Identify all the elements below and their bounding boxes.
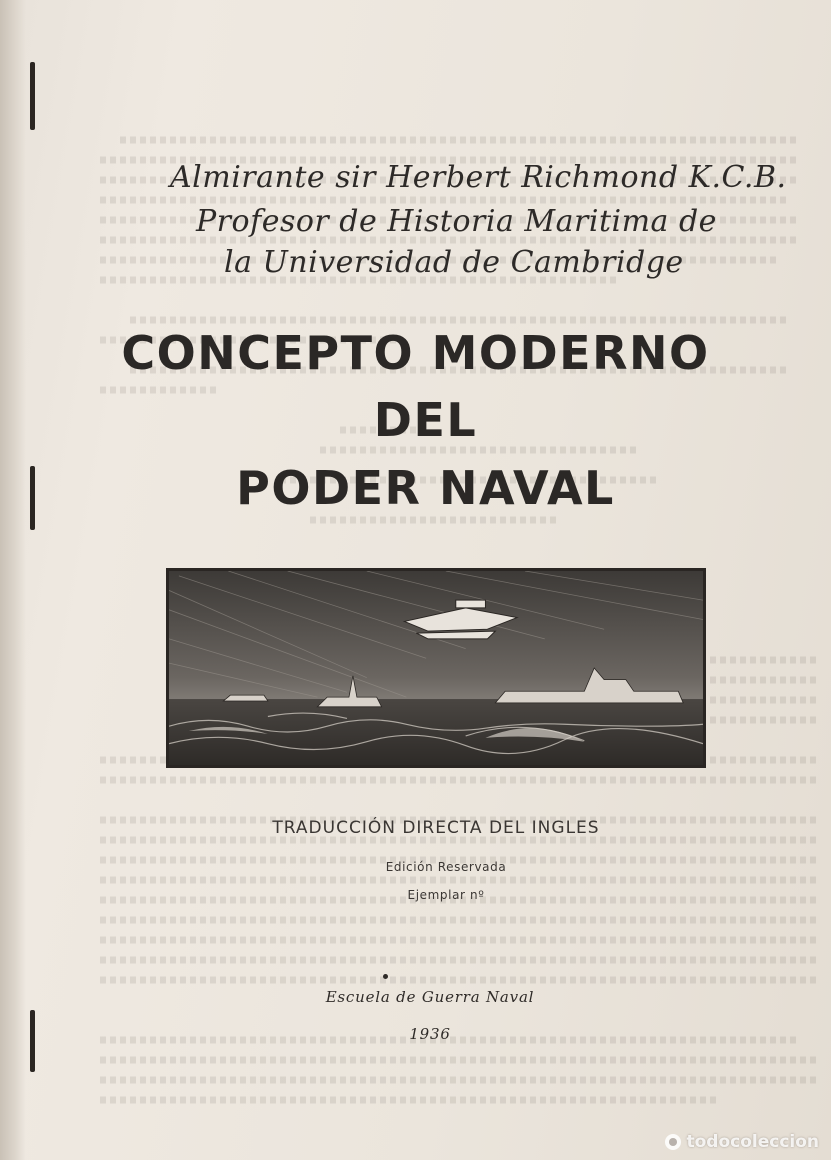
seaplane-and-warships-illustration	[166, 568, 706, 768]
translation-note: TRADUCCIÓN DIRECTA DEL INGLES	[272, 818, 600, 838]
distant-ship-icon	[223, 695, 268, 701]
title-line-3: PODER NAVAL	[236, 461, 615, 515]
author-title: Profesor de Historia Maritima de	[196, 204, 717, 239]
title-line-1: CONCEPTO MODERNO	[121, 326, 710, 380]
publisher: Escuela de Guerra Naval	[325, 988, 535, 1006]
publication-year: 1936	[409, 1025, 451, 1043]
ornament-dot	[383, 974, 388, 979]
author-affiliation: la Universidad de Cambridge	[224, 245, 684, 280]
title-line-2: DEL	[373, 393, 478, 447]
binding-staple-top	[30, 62, 35, 130]
edition-note: Edición Reservada	[385, 860, 507, 874]
watermark-text: todocoleccion	[686, 1132, 819, 1152]
copy-number-label: Ejemplar nº	[407, 888, 485, 902]
author-name: Almirante sir Herbert Richmond K.C.B.	[170, 160, 787, 195]
page-left-edge	[0, 0, 26, 1160]
watermark-logo-icon	[664, 1133, 682, 1151]
watermark	[664, 1132, 819, 1152]
